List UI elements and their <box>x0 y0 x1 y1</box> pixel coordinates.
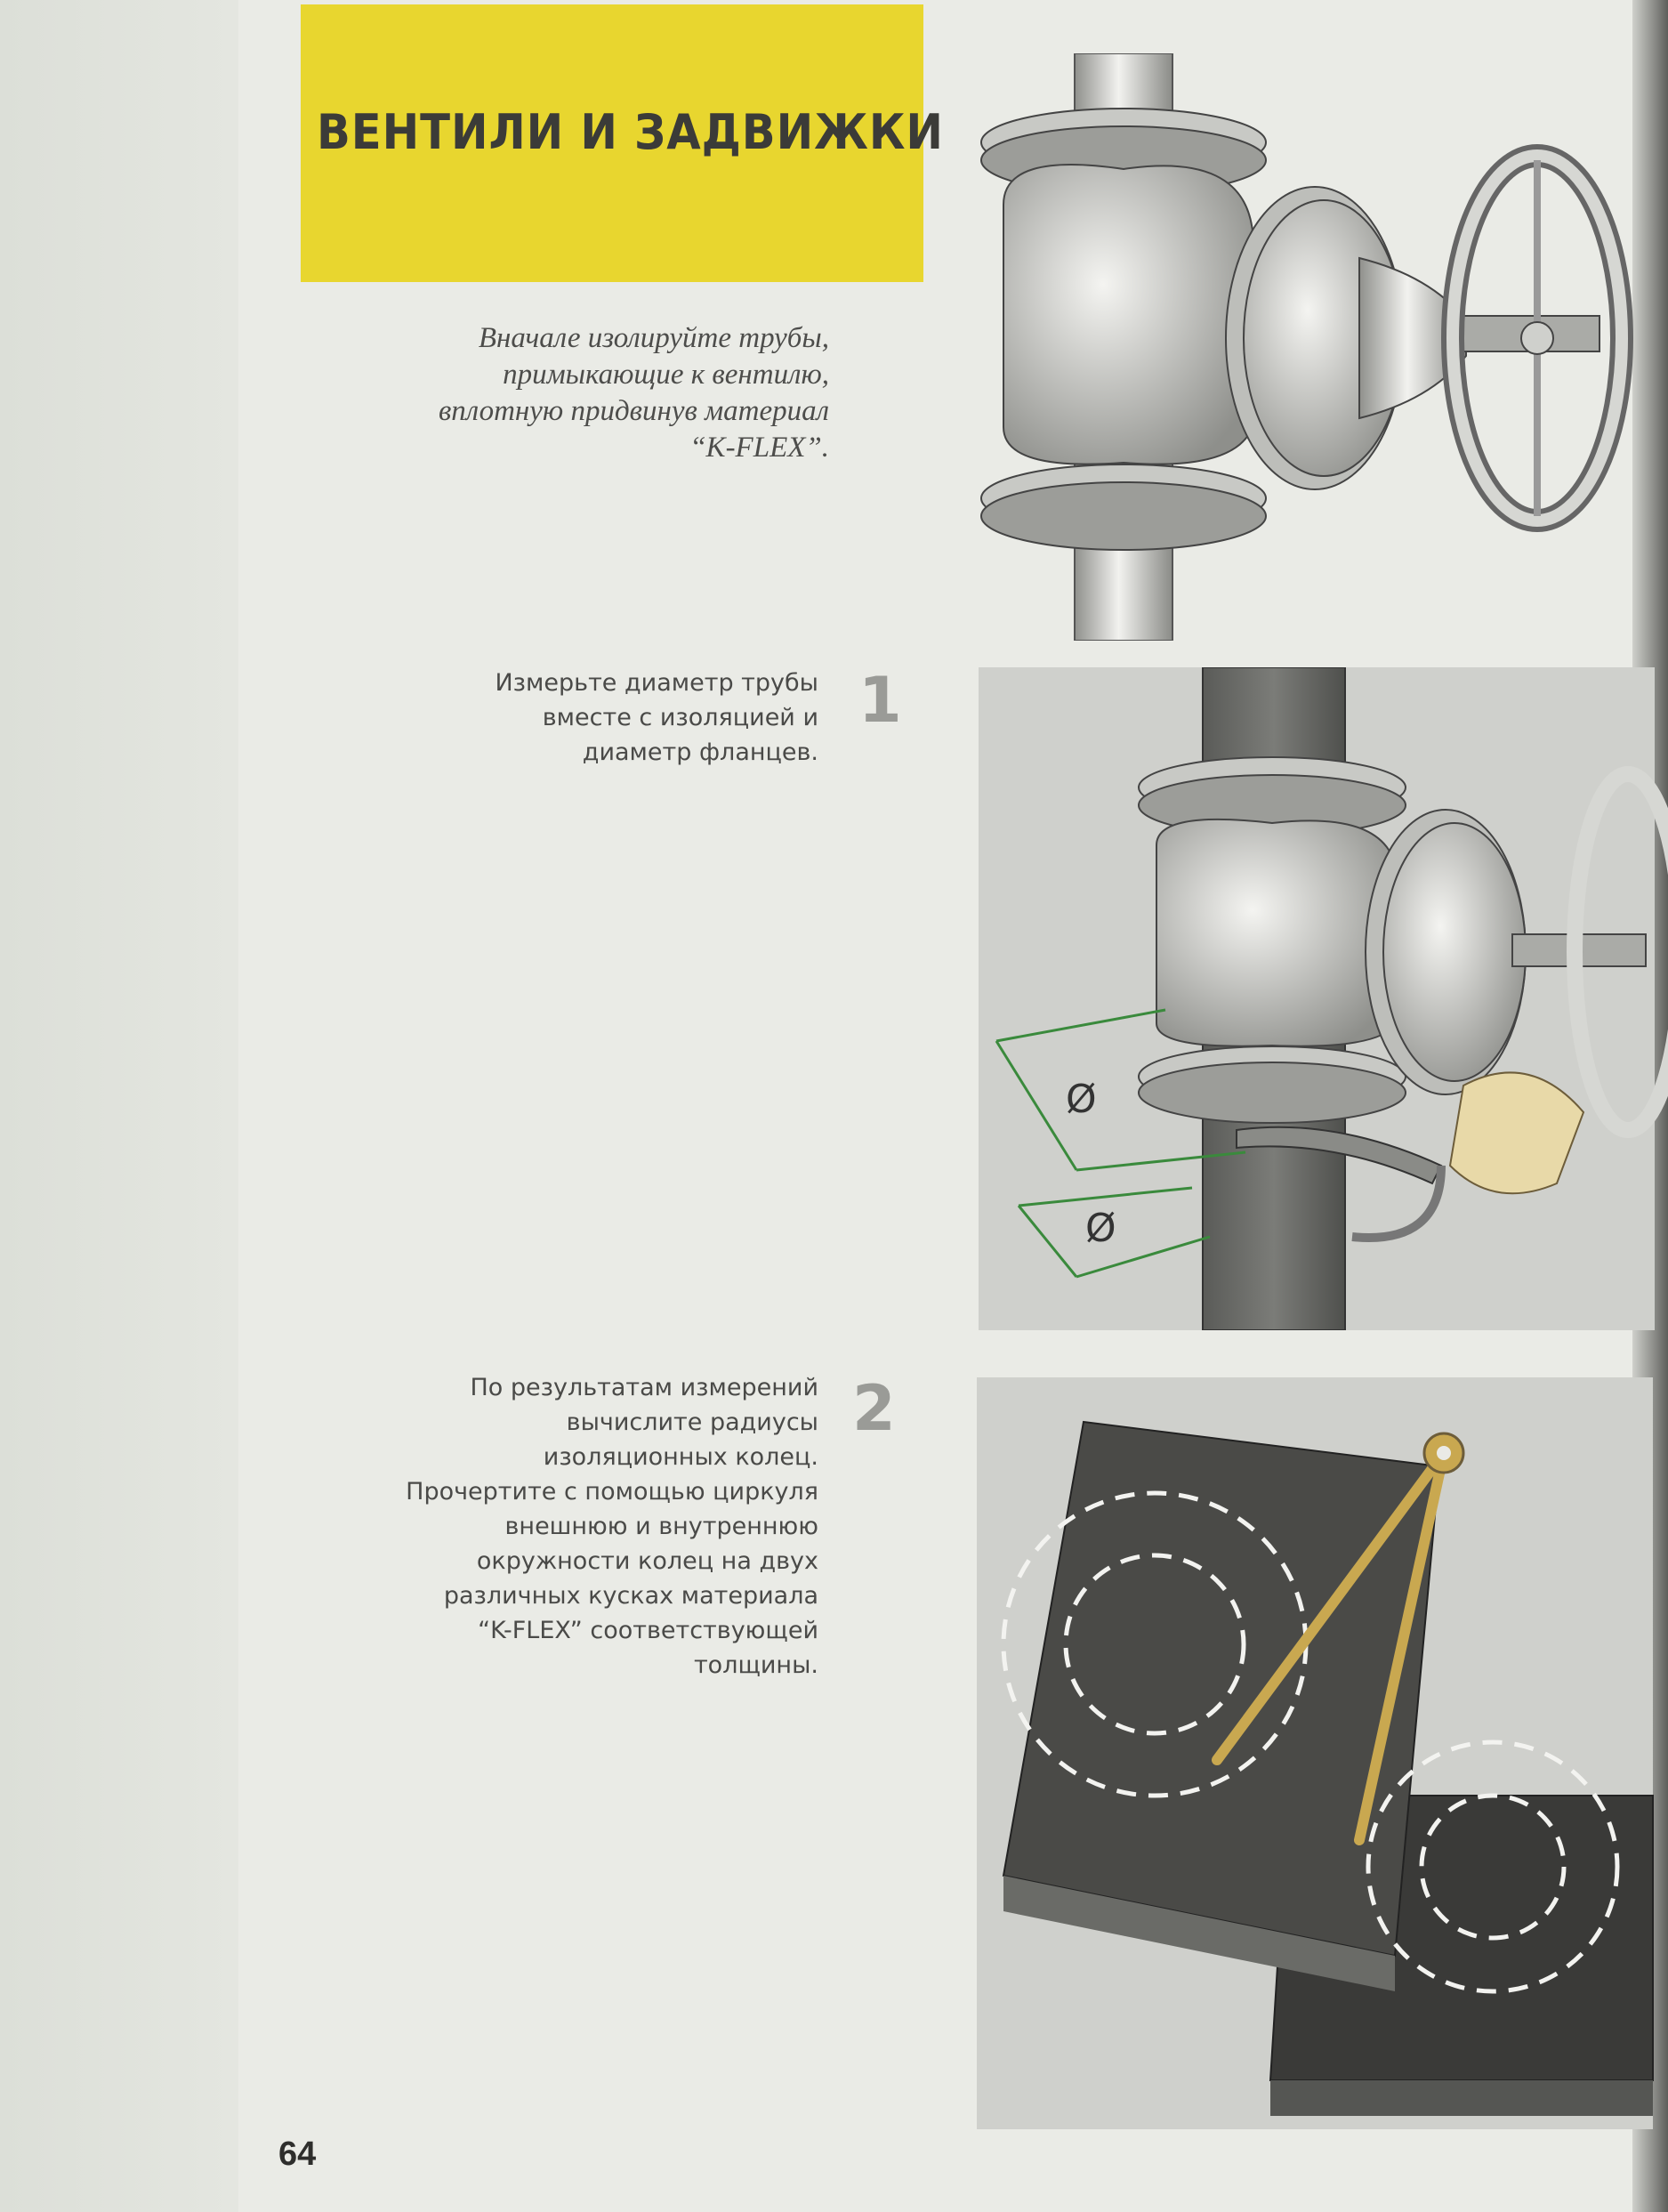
intro-text: Вначале изолируйте трубы, примыкающие к вентилю, вплотную придвинув материал “K-FLEX”. <box>438 322 829 464</box>
title-banner <box>301 4 944 282</box>
step-1-number: 1 <box>858 664 902 737</box>
measurement-illustration <box>979 667 1668 1330</box>
measure-symbol-pipe: Ø <box>1085 1206 1116 1251</box>
page-number: 64 <box>278 2135 317 2173</box>
measure-symbol-flange: Ø <box>1066 1077 1097 1122</box>
step-1-text: Измерьте диаметр трубы вместе с изоляцией и диаметр фланцев. <box>495 669 818 766</box>
page-title: ВЕНТИЛИ И ЗАДВИЖКИ <box>317 104 944 160</box>
compass-illustration <box>977 1377 1668 2129</box>
step-2-number: 2 <box>852 1372 896 1445</box>
valve-illustration <box>968 53 1662 641</box>
step-2-text: По результатам измерений вычислите радиусы изоляционных колец. Прочертите с помощью циркуля внешнюю и внутреннюю окружности колец на двух различных кусках материала “K-FLEX” соответствующей толщины. <box>406 1374 818 1679</box>
left-margin-strip <box>0 0 238 2212</box>
